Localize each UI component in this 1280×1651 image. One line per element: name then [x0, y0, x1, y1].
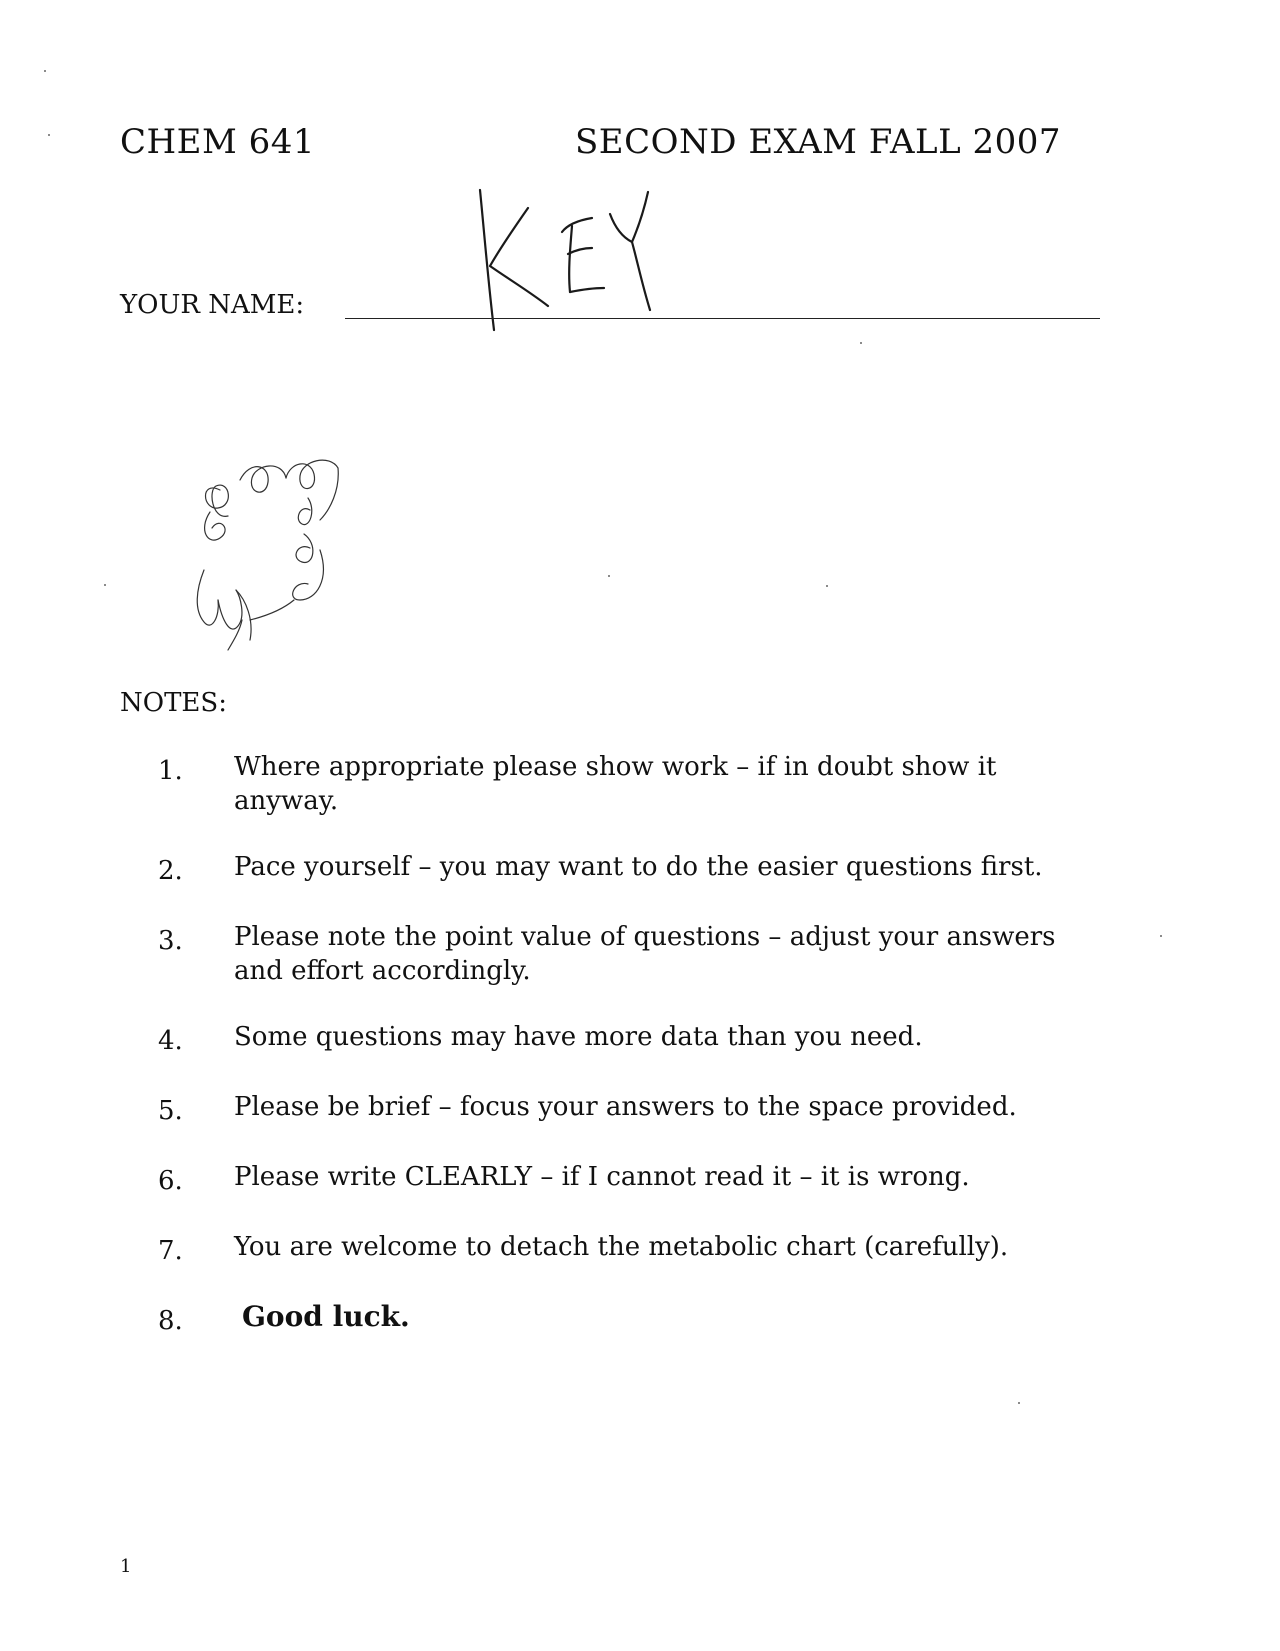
note-item-5: [158, 1090, 1118, 1128]
notes-list: [158, 750, 1118, 1370]
page-number: 1: [120, 1556, 132, 1577]
scan-speck: [860, 342, 862, 344]
scan-speck: [1018, 1402, 1020, 1404]
note-item-8: [158, 1300, 1118, 1338]
scan-speck: [104, 584, 106, 586]
exam-title: SECOND EXAM FALL 2007: [575, 122, 1061, 162]
note-number: 1.: [158, 756, 183, 786]
scan-speck: [826, 585, 828, 587]
note-item-2: [158, 850, 1118, 888]
note-number: 2.: [158, 856, 183, 886]
note-item-7: [158, 1230, 1118, 1268]
note-text: Please be brief – focus your answers to the space provided.: [234, 1092, 1017, 1122]
note-text: Pace yourself – you may want to do the easier questions first.: [234, 852, 1043, 882]
note-number: 6.: [158, 1166, 183, 1196]
scan-speck: [48, 134, 50, 136]
handwritten-scribble: [190, 450, 360, 660]
note-item-3: [158, 920, 1118, 988]
note-text: Please write CLEARLY – if I cannot read it – it is wrong.: [234, 1162, 970, 1192]
scan-speck: [608, 575, 610, 577]
note-item-6: [158, 1160, 1118, 1198]
name-label: YOUR NAME:: [120, 290, 305, 320]
note-number: 7.: [158, 1236, 183, 1266]
note-text-good-luck: Good luck.: [242, 1300, 410, 1333]
note-text: Please note the point value of questions – adjust your answers and effort accordingly.: [234, 922, 1056, 986]
scan-speck: [44, 70, 46, 72]
note-number: 4.: [158, 1026, 183, 1056]
note-text: You are welcome to detach the metabolic chart (carefully).: [234, 1232, 1009, 1262]
note-number: 3.: [158, 926, 183, 956]
notes-heading: NOTES:: [120, 688, 227, 718]
note-text: Some questions may have more data than you need.: [234, 1022, 923, 1052]
note-item-1: [158, 750, 1118, 818]
handwritten-key-signature: [470, 180, 710, 340]
note-number: 8.: [158, 1306, 183, 1336]
note-item-4: [158, 1020, 1118, 1058]
scan-speck: [1160, 935, 1162, 937]
note-text: Where appropriate please show work – if in doubt show it anyway.: [234, 752, 997, 816]
course-code: CHEM 641: [120, 122, 316, 162]
note-number: 5.: [158, 1096, 183, 1126]
name-input-line[interactable]: [345, 318, 1100, 319]
